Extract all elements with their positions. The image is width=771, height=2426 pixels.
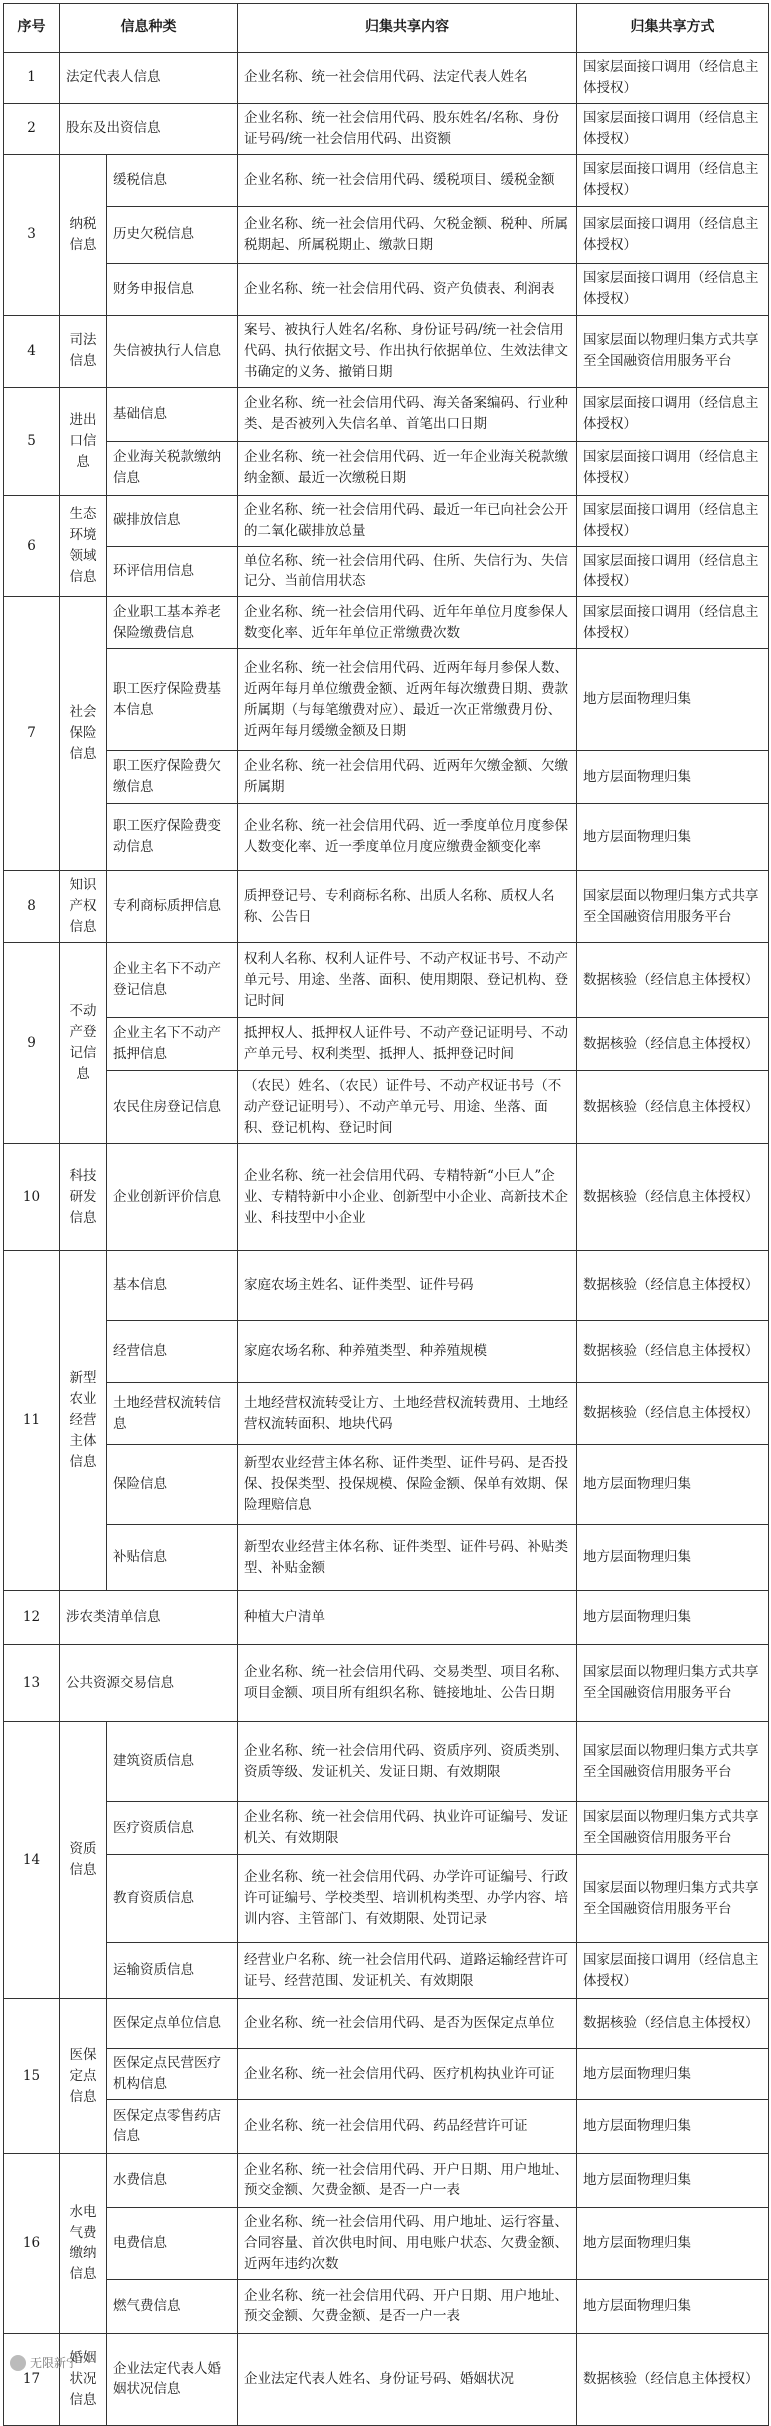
subcategory-cell: 医保定点单位信息 — [107, 1999, 238, 2049]
category-cell: 新型农业经营主体信息 — [60, 1251, 107, 1591]
subcategory-cell: 专利商标质押信息 — [107, 871, 238, 943]
watermark — [10, 2354, 78, 2371]
subcategory-cell: 医疗资质信息 — [107, 1802, 238, 1855]
method-cell: 地方层面物理归集 — [577, 2207, 769, 2279]
table-row — [4, 751, 769, 804]
subcategory-cell: 环评信用信息 — [107, 546, 238, 597]
category-cell: 司法信息 — [60, 315, 107, 387]
table-row — [4, 1591, 769, 1645]
category-cell: 不动产登记信息 — [60, 943, 107, 1144]
row-number: 5 — [4, 387, 60, 495]
method-cell: 地方层面物理归集 — [577, 2279, 769, 2333]
table-row — [4, 1645, 769, 1722]
subcategory-cell: 运输资质信息 — [107, 1943, 238, 1999]
table-row — [4, 1018, 769, 1071]
content-cell: 企业名称、统一社会信用代码、资产负债表、利润表 — [238, 263, 577, 315]
subcategory-cell: 基础信息 — [107, 387, 238, 441]
method-cell: 国家层面接口调用（经信息主体授权） — [577, 546, 769, 597]
content-cell: 企业名称、统一社会信用代码、是否为医保定点单位 — [238, 1999, 577, 2049]
method-cell: 数据核验（经信息主体授权） — [577, 1251, 769, 1321]
category-cell: 公共资源交易信息 — [60, 1645, 238, 1722]
table-row — [4, 53, 769, 104]
subcategory-cell: 职工医疗保险费欠缴信息 — [107, 751, 238, 804]
table-header-row — [4, 4, 769, 53]
row-number: 14 — [4, 1722, 60, 1999]
row-number: 4 — [4, 315, 60, 387]
table-row — [4, 2153, 769, 2207]
header-content: 归集共享内容 — [238, 4, 577, 53]
content-cell: 企业名称、统一社会信用代码、开户日期、用户地址、预交金额、欠费金额、是否一户一表 — [238, 2153, 577, 2207]
content-cell: 企业名称、统一社会信用代码、资质序列、资质类别、资质等级、发证机关、发证日期、有效期限 — [238, 1722, 577, 1802]
method-cell: 地方层面物理归集 — [577, 2049, 769, 2100]
method-cell: 国家层面以物理归集方式共享至全国融资信用服务平台 — [577, 1722, 769, 1802]
subcategory-cell: 农民住房登记信息 — [107, 1071, 238, 1144]
content-cell: 企业名称、统一社会信用代码、开户日期、用户地址、预交金额、欠费金额、是否一户一表 — [238, 2279, 577, 2333]
content-cell: 案号、被执行人姓名/名称、身份证号码/统一社会信用代码、执行依据文号、作出执行依据单位、生效法律文书确定的义务、撤销日期 — [238, 315, 577, 387]
row-number: 3 — [4, 154, 60, 315]
subcategory-cell: 水费信息 — [107, 2153, 238, 2207]
method-cell: 国家层面以物理归集方式共享至全国融资信用服务平台 — [577, 1802, 769, 1855]
subcategory-cell: 教育资质信息 — [107, 1855, 238, 1943]
info-sharing-table — [3, 3, 769, 2426]
table-row — [4, 2099, 769, 2153]
subcategory-cell: 碳排放信息 — [107, 495, 238, 546]
content-cell: 企业名称、统一社会信用代码、交易类型、项目名称、项目金额、项目所有组织名称、链接地址、公告日期 — [238, 1645, 577, 1722]
category-cell: 资质信息 — [60, 1722, 107, 1999]
subcategory-cell: 电费信息 — [107, 2207, 238, 2279]
table-row — [4, 1071, 769, 1144]
method-cell: 国家层面接口调用（经信息主体授权） — [577, 441, 769, 495]
category-cell: 水电气费缴纳信息 — [60, 2153, 107, 2333]
table-row — [4, 441, 769, 495]
row-number: 6 — [4, 495, 60, 597]
method-cell: 国家层面接口调用（经信息主体授权） — [577, 53, 769, 104]
method-cell: 国家层面接口调用（经信息主体授权） — [577, 597, 769, 649]
table-row — [4, 1943, 769, 1999]
method-cell: 国家层面以物理归集方式共享至全国融资信用服务平台 — [577, 315, 769, 387]
subcategory-cell: 保险信息 — [107, 1445, 238, 1525]
content-cell: 企业名称、统一社会信用代码、近两年欠缴金额、欠缴所属期 — [238, 751, 577, 804]
content-cell: 企业名称、统一社会信用代码、海关备案编码、行业种类、是否被列入失信名单、首笔出口日期 — [238, 387, 577, 441]
table-row — [4, 2333, 769, 2425]
table-row — [4, 1802, 769, 1855]
content-cell: 新型农业经营主体名称、证件类型、证件号码、是否投保、投保类型、投保规模、保险金额、保单有效期、保险理赔信息 — [238, 1445, 577, 1525]
content-cell: 企业名称、统一社会信用代码、法定代表人姓名 — [238, 53, 577, 104]
subcategory-cell: 企业海关税款缴纳信息 — [107, 441, 238, 495]
category-cell: 纳税信息 — [60, 154, 107, 315]
method-cell: 数据核验（经信息主体授权） — [577, 1999, 769, 2049]
subcategory-cell: 建筑资质信息 — [107, 1722, 238, 1802]
subcategory-cell: 职工医疗保险费基本信息 — [107, 649, 238, 751]
category-cell: 涉农类清单信息 — [60, 1591, 238, 1645]
table-row — [4, 804, 769, 871]
method-cell: 地方层面物理归集 — [577, 2099, 769, 2153]
table-row — [4, 206, 769, 263]
table-row — [4, 1445, 769, 1525]
content-cell: 企业法定代表人姓名、身份证号码、婚姻状况 — [238, 2333, 577, 2425]
weibo-logo-icon — [10, 2355, 26, 2371]
category-cell: 股东及出资信息 — [60, 103, 238, 154]
row-number: 8 — [4, 871, 60, 943]
content-cell: 种植大户清单 — [238, 1591, 577, 1645]
method-cell: 数据核验（经信息主体授权） — [577, 943, 769, 1018]
subcategory-cell: 历史欠税信息 — [107, 206, 238, 263]
table-row — [4, 387, 769, 441]
row-number: 7 — [4, 597, 60, 871]
method-cell: 国家层面接口调用（经信息主体授权） — [577, 1943, 769, 1999]
method-cell: 数据核验（经信息主体授权） — [577, 1144, 769, 1251]
table-row — [4, 103, 769, 154]
method-cell: 数据核验（经信息主体授权） — [577, 1321, 769, 1383]
method-cell: 地方层面物理归集 — [577, 649, 769, 751]
category-cell: 进出口信息 — [60, 387, 107, 495]
row-number: 12 — [4, 1591, 60, 1645]
content-cell: 企业名称、统一社会信用代码、近两年每月参保人数、近两年每月单位缴费金额、近两年每次缴费日期、费款所属期（与每笔缴费对应）、最近一次正常缴费月份、近两年每月缓缴金额及日期 — [238, 649, 577, 751]
row-number: 1 — [4, 53, 60, 104]
content-cell: 企业名称、统一社会信用代码、办学许可证编号、行政许可证编号、学校类型、培训机构类型、办学内容、培训内容、主管部门、有效期限、处罚记录 — [238, 1855, 577, 1943]
content-cell: 经营业户名称、统一社会信用代码、道路运输经营许可证号、经营范围、发证机关、有效期限 — [238, 1943, 577, 1999]
content-cell: 质押登记号、专利商标名称、出质人名称、质权人名称、公告日 — [238, 871, 577, 943]
subcategory-cell: 失信被执行人信息 — [107, 315, 238, 387]
category-cell: 婚姻状况信息 — [60, 2333, 107, 2425]
method-cell: 国家层面接口调用（经信息主体授权） — [577, 263, 769, 315]
table-row — [4, 1251, 769, 1321]
method-cell: 国家层面接口调用（经信息主体授权） — [577, 103, 769, 154]
subcategory-cell: 职工医疗保险费变动信息 — [107, 804, 238, 871]
content-cell: 企业名称、统一社会信用代码、药品经营许可证 — [238, 2099, 577, 2153]
header-method: 归集共享方式 — [577, 4, 769, 53]
row-number: 13 — [4, 1645, 60, 1722]
method-cell: 数据核验（经信息主体授权） — [577, 2333, 769, 2425]
table-row — [4, 1999, 769, 2049]
table-row — [4, 1321, 769, 1383]
content-cell: 企业名称、统一社会信用代码、欠税金额、税种、所属税期起、所属税期止、缴款日期 — [238, 206, 577, 263]
subcategory-cell: 企业主名下不动产抵押信息 — [107, 1018, 238, 1071]
row-number: 9 — [4, 943, 60, 1144]
content-cell: 土地经营权流转受让方、土地经营权流转费用、土地经营权流转面积、地块代码 — [238, 1383, 577, 1445]
content-cell: 抵押权人、抵押权人证件号、不动产登记证明号、不动产单元号、权利类型、抵押人、抵押登记时间 — [238, 1018, 577, 1071]
subcategory-cell: 燃气费信息 — [107, 2279, 238, 2333]
table-row — [4, 943, 769, 1018]
row-number: 10 — [4, 1144, 60, 1251]
method-cell: 地方层面物理归集 — [577, 2153, 769, 2207]
category-cell: 科技研发信息 — [60, 1144, 107, 1251]
table-row — [4, 871, 769, 943]
table-row — [4, 2279, 769, 2333]
subcategory-cell: 缓税信息 — [107, 154, 238, 206]
content-cell: 企业名称、统一社会信用代码、缓税项目、缓税金额 — [238, 154, 577, 206]
category-cell: 法定代表人信息 — [60, 53, 238, 104]
table-row — [4, 1525, 769, 1591]
content-cell: （农民）姓名、（农民）证件号、不动产权证书号（不动产登记证明号）、不动产单元号、用途、坐落、面积、登记机构、登记时间 — [238, 1071, 577, 1144]
content-cell: 单位名称、统一社会信用代码、住所、失信行为、失信记分、当前信用状态 — [238, 546, 577, 597]
content-cell: 新型农业经营主体名称、证件类型、证件号码、补贴类型、补贴金额 — [238, 1525, 577, 1591]
content-cell: 企业名称、统一社会信用代码、执业许可证编号、发证机关、有效期限 — [238, 1802, 577, 1855]
method-cell: 数据核验（经信息主体授权） — [577, 1383, 769, 1445]
content-cell: 家庭农场主姓名、证件类型、证件号码 — [238, 1251, 577, 1321]
subcategory-cell: 经营信息 — [107, 1321, 238, 1383]
method-cell: 国家层面以物理归集方式共享至全国融资信用服务平台 — [577, 871, 769, 943]
table-row — [4, 495, 769, 546]
method-cell: 数据核验（经信息主体授权） — [577, 1071, 769, 1144]
content-cell: 企业名称、统一社会信用代码、股东姓名/名称、身份证号码/统一社会信用代码、出资额 — [238, 103, 577, 154]
subcategory-cell: 企业创新评价信息 — [107, 1144, 238, 1251]
header-category: 信息种类 — [60, 4, 238, 53]
table-row — [4, 315, 769, 387]
watermark-text: 无限新宁 — [30, 2356, 79, 2370]
subcategory-cell: 企业职工基本养老保险缴费信息 — [107, 597, 238, 649]
category-cell: 医保定点信息 — [60, 1999, 107, 2154]
method-cell: 地方层面物理归集 — [577, 1591, 769, 1645]
method-cell: 国家层面接口调用（经信息主体授权） — [577, 495, 769, 546]
subcategory-cell: 医保定点民营医疗机构信息 — [107, 2049, 238, 2100]
content-cell: 权利人名称、权利人证件号、不动产权证书号、不动产单元号、用途、坐落、面积、使用期限、登记机构、登记时间 — [238, 943, 577, 1018]
method-cell: 地方层面物理归集 — [577, 1445, 769, 1525]
content-cell: 企业名称、统一社会信用代码、医疗机构执业许可证 — [238, 2049, 577, 2100]
row-number: 15 — [4, 1999, 60, 2154]
method-cell: 国家层面以物理归集方式共享至全国融资信用服务平台 — [577, 1645, 769, 1722]
content-cell: 企业名称、统一社会信用代码、最近一年已向社会公开的二氧化碳排放总量 — [238, 495, 577, 546]
content-cell: 企业名称、统一社会信用代码、用户地址、运行容量、合同容量、首次供电时间、用电账户状态、欠费金额、近两年违约次数 — [238, 2207, 577, 2279]
subcategory-cell: 财务申报信息 — [107, 263, 238, 315]
table-row — [4, 546, 769, 597]
method-cell: 地方层面物理归集 — [577, 804, 769, 871]
method-cell: 国家层面以物理归集方式共享至全国融资信用服务平台 — [577, 1855, 769, 1943]
content-cell: 企业名称、统一社会信用代码、近一季度单位月度参保人数变化率、近一季度单位月度应缴费金额变化率 — [238, 804, 577, 871]
content-cell: 企业名称、统一社会信用代码、近一年企业海关税款缴纳金额、最近一次缴税日期 — [238, 441, 577, 495]
row-number: 2 — [4, 103, 60, 154]
content-cell: 企业名称、统一社会信用代码、近年年单位月度参保人数变化率、近年年单位正常缴费次数 — [238, 597, 577, 649]
table-row — [4, 1855, 769, 1943]
subcategory-cell: 补贴信息 — [107, 1525, 238, 1591]
table-row — [4, 2207, 769, 2279]
table-row — [4, 597, 769, 649]
table-row — [4, 2049, 769, 2100]
method-cell: 地方层面物理归集 — [577, 1525, 769, 1591]
subcategory-cell: 企业法定代表人婚姻状况信息 — [107, 2333, 238, 2425]
table-row — [4, 1144, 769, 1251]
subcategory-cell: 土地经营权流转信息 — [107, 1383, 238, 1445]
row-number: 17 — [4, 2333, 60, 2425]
method-cell: 数据核验（经信息主体授权） — [577, 1018, 769, 1071]
content-cell: 企业名称、统一社会信用代码、专精特新“小巨人”企业、专精特新中小企业、创新型中小企业、高新技术企业、科技型中小企业 — [238, 1144, 577, 1251]
subcategory-cell: 医保定点零售药店信息 — [107, 2099, 238, 2153]
table-row — [4, 1722, 769, 1802]
table-row — [4, 263, 769, 315]
subcategory-cell: 基本信息 — [107, 1251, 238, 1321]
row-number: 11 — [4, 1251, 60, 1591]
category-cell: 社会保险信息 — [60, 597, 107, 871]
content-cell: 家庭农场名称、种养殖类型、种养殖规模 — [238, 1321, 577, 1383]
category-cell: 知识产权信息 — [60, 871, 107, 943]
method-cell: 国家层面接口调用（经信息主体授权） — [577, 206, 769, 263]
table-row — [4, 154, 769, 206]
subcategory-cell: 企业主名下不动产登记信息 — [107, 943, 238, 1018]
table-row — [4, 1383, 769, 1445]
category-cell: 生态环境领域信息 — [60, 495, 107, 597]
header-no: 序号 — [4, 4, 60, 53]
method-cell: 国家层面接口调用（经信息主体授权） — [577, 154, 769, 206]
row-number: 16 — [4, 2153, 60, 2333]
method-cell: 国家层面接口调用（经信息主体授权） — [577, 387, 769, 441]
table-row — [4, 649, 769, 751]
method-cell: 地方层面物理归集 — [577, 751, 769, 804]
